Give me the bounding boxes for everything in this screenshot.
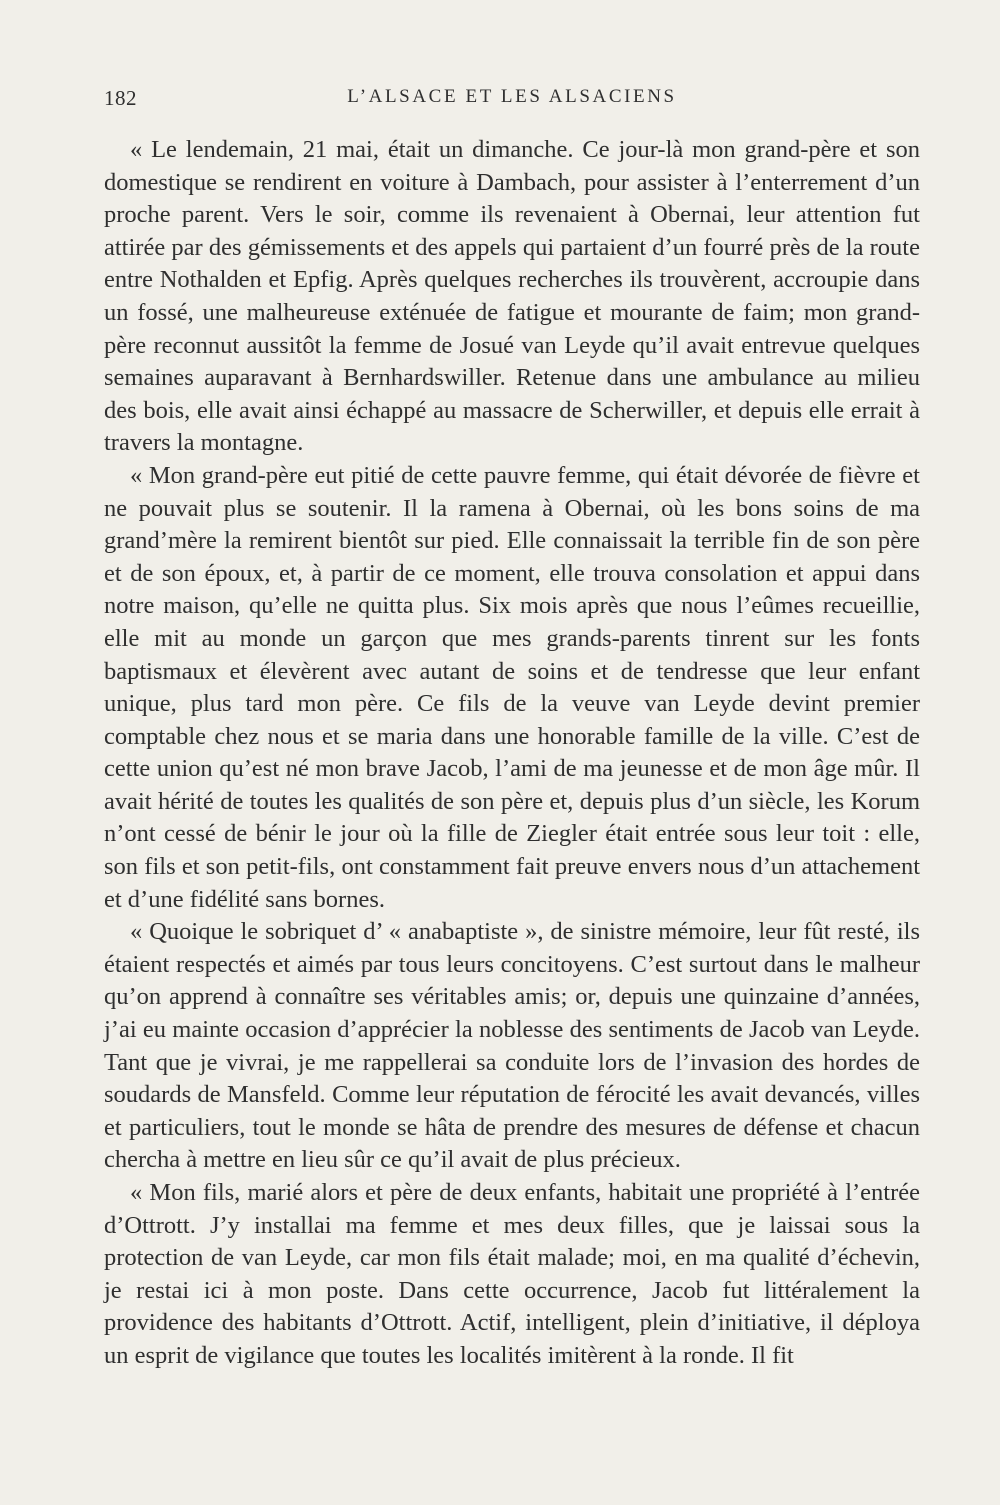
running-title: L’ALSACE ET LES ALSACIENS bbox=[347, 86, 677, 107]
running-head bbox=[104, 86, 920, 116]
paragraph: « Le lendemain, 21 mai, était un dimanche. Ce jour-là mon grand-père et son domestique se rendirent en voiture à Dambach, pour assister à l’enterrement d’un proche parent. Vers le soir, comme ils revenaient à Obernai, leur attention fut attirée par des gémissements et des appels qui partaient d’un fourré près de la route entre Nothalden et Epfig. Après quelques recherches ils trouvèrent, accroupie dans un fossé, une malheureuse exténuée de fatigue et mourante de faim; mon grand-père reconnut aussitôt la femme de Josué van Leyde qu’il avait entrevue quelques semaines auparavant à Bernhardswiller. Retenue dans une ambulance au milieu des bois, elle avait ainsi échappé au massacre de Scherwiller, et depuis elle errait à travers la montagne. bbox=[104, 136, 920, 457]
page-number: 182 bbox=[104, 86, 137, 110]
paragraph: « Mon fils, marié alors et père de deux enfants, habitait une propriété à l’entrée d’Ottrott. J’y installai ma femme et mes deux filles, que je laissai sous la protection de van Leyde, car mon fils était malade; moi, en ma qualité d’échevin, je restai ici à mon poste. Dans cette occurrence, Jacob fut littéralement la providence des habitants d’Ottrott. Actif, intelligent, plein d’initiative, il déploya un esprit de vigilance que toutes les localités imitèrent à la ronde. Il fit bbox=[104, 1179, 920, 1369]
body-text bbox=[104, 134, 920, 1373]
paragraph: « Mon grand-père eut pitié de cette pauvre femme, qui était dévorée de fièvre et ne pouvait plus se soutenir. Il la ramena à Obernai, où les bons soins de ma grand’mère la remirent bientôt sur pied. Elle connaissait la terrible fin de son père et de son époux, et, à partir de ce moment, elle trouva consolation et appui dans notre maison, qu’elle ne quitta plus. Six mois après que nous l’eûmes recueillie, elle mit au monde un garçon que mes grands-parents tinrent sur les fonts baptismaux et élevèrent avec autant de soins et de tendresse que leur enfant unique, plus tard mon père. Ce fils de la veuve van Leyde devint premier comptable chez nous et se maria dans une honorable famille de la ville. C’est de cette union qu’est né mon brave Jacob, l’ami de ma jeunesse et de mon âge mûr. Il avait hérité de toutes les qualités de son père et, depuis plus d’un siècle, les Korum n’ont cessé de bénir le jour où la fille de Ziegler était entrée sous leur toit : elle, son fils et son petit-fils, ont constamment fait preuve envers nous d’un attachement et d’une fidélité sans bornes. bbox=[104, 461, 920, 913]
paragraph: « Quoique le sobriquet d’ « anabaptiste », de sinistre mémoire, leur fût resté, ils étaient respectés et aimés par tous leurs concitoyens. C’est surtout dans le malheur qu’on apprend à connaître ses véritables amis; or, depuis une quinzaine d’années, j’ai eu mainte occasion d’apprécier la noblesse des sentiments de Jacob van Leyde. Tant que je vivrai, je me rappellerai sa conduite lors de l’invasion des hordes de soudards de Mansfeld. Comme leur réputation de férocité les avait devancés, villes et particuliers, tout le monde se hâta de prendre des mesures de défense et chacun chercha à mettre en lieu sûr ce qu’il avait de plus précieux. bbox=[104, 918, 920, 1174]
